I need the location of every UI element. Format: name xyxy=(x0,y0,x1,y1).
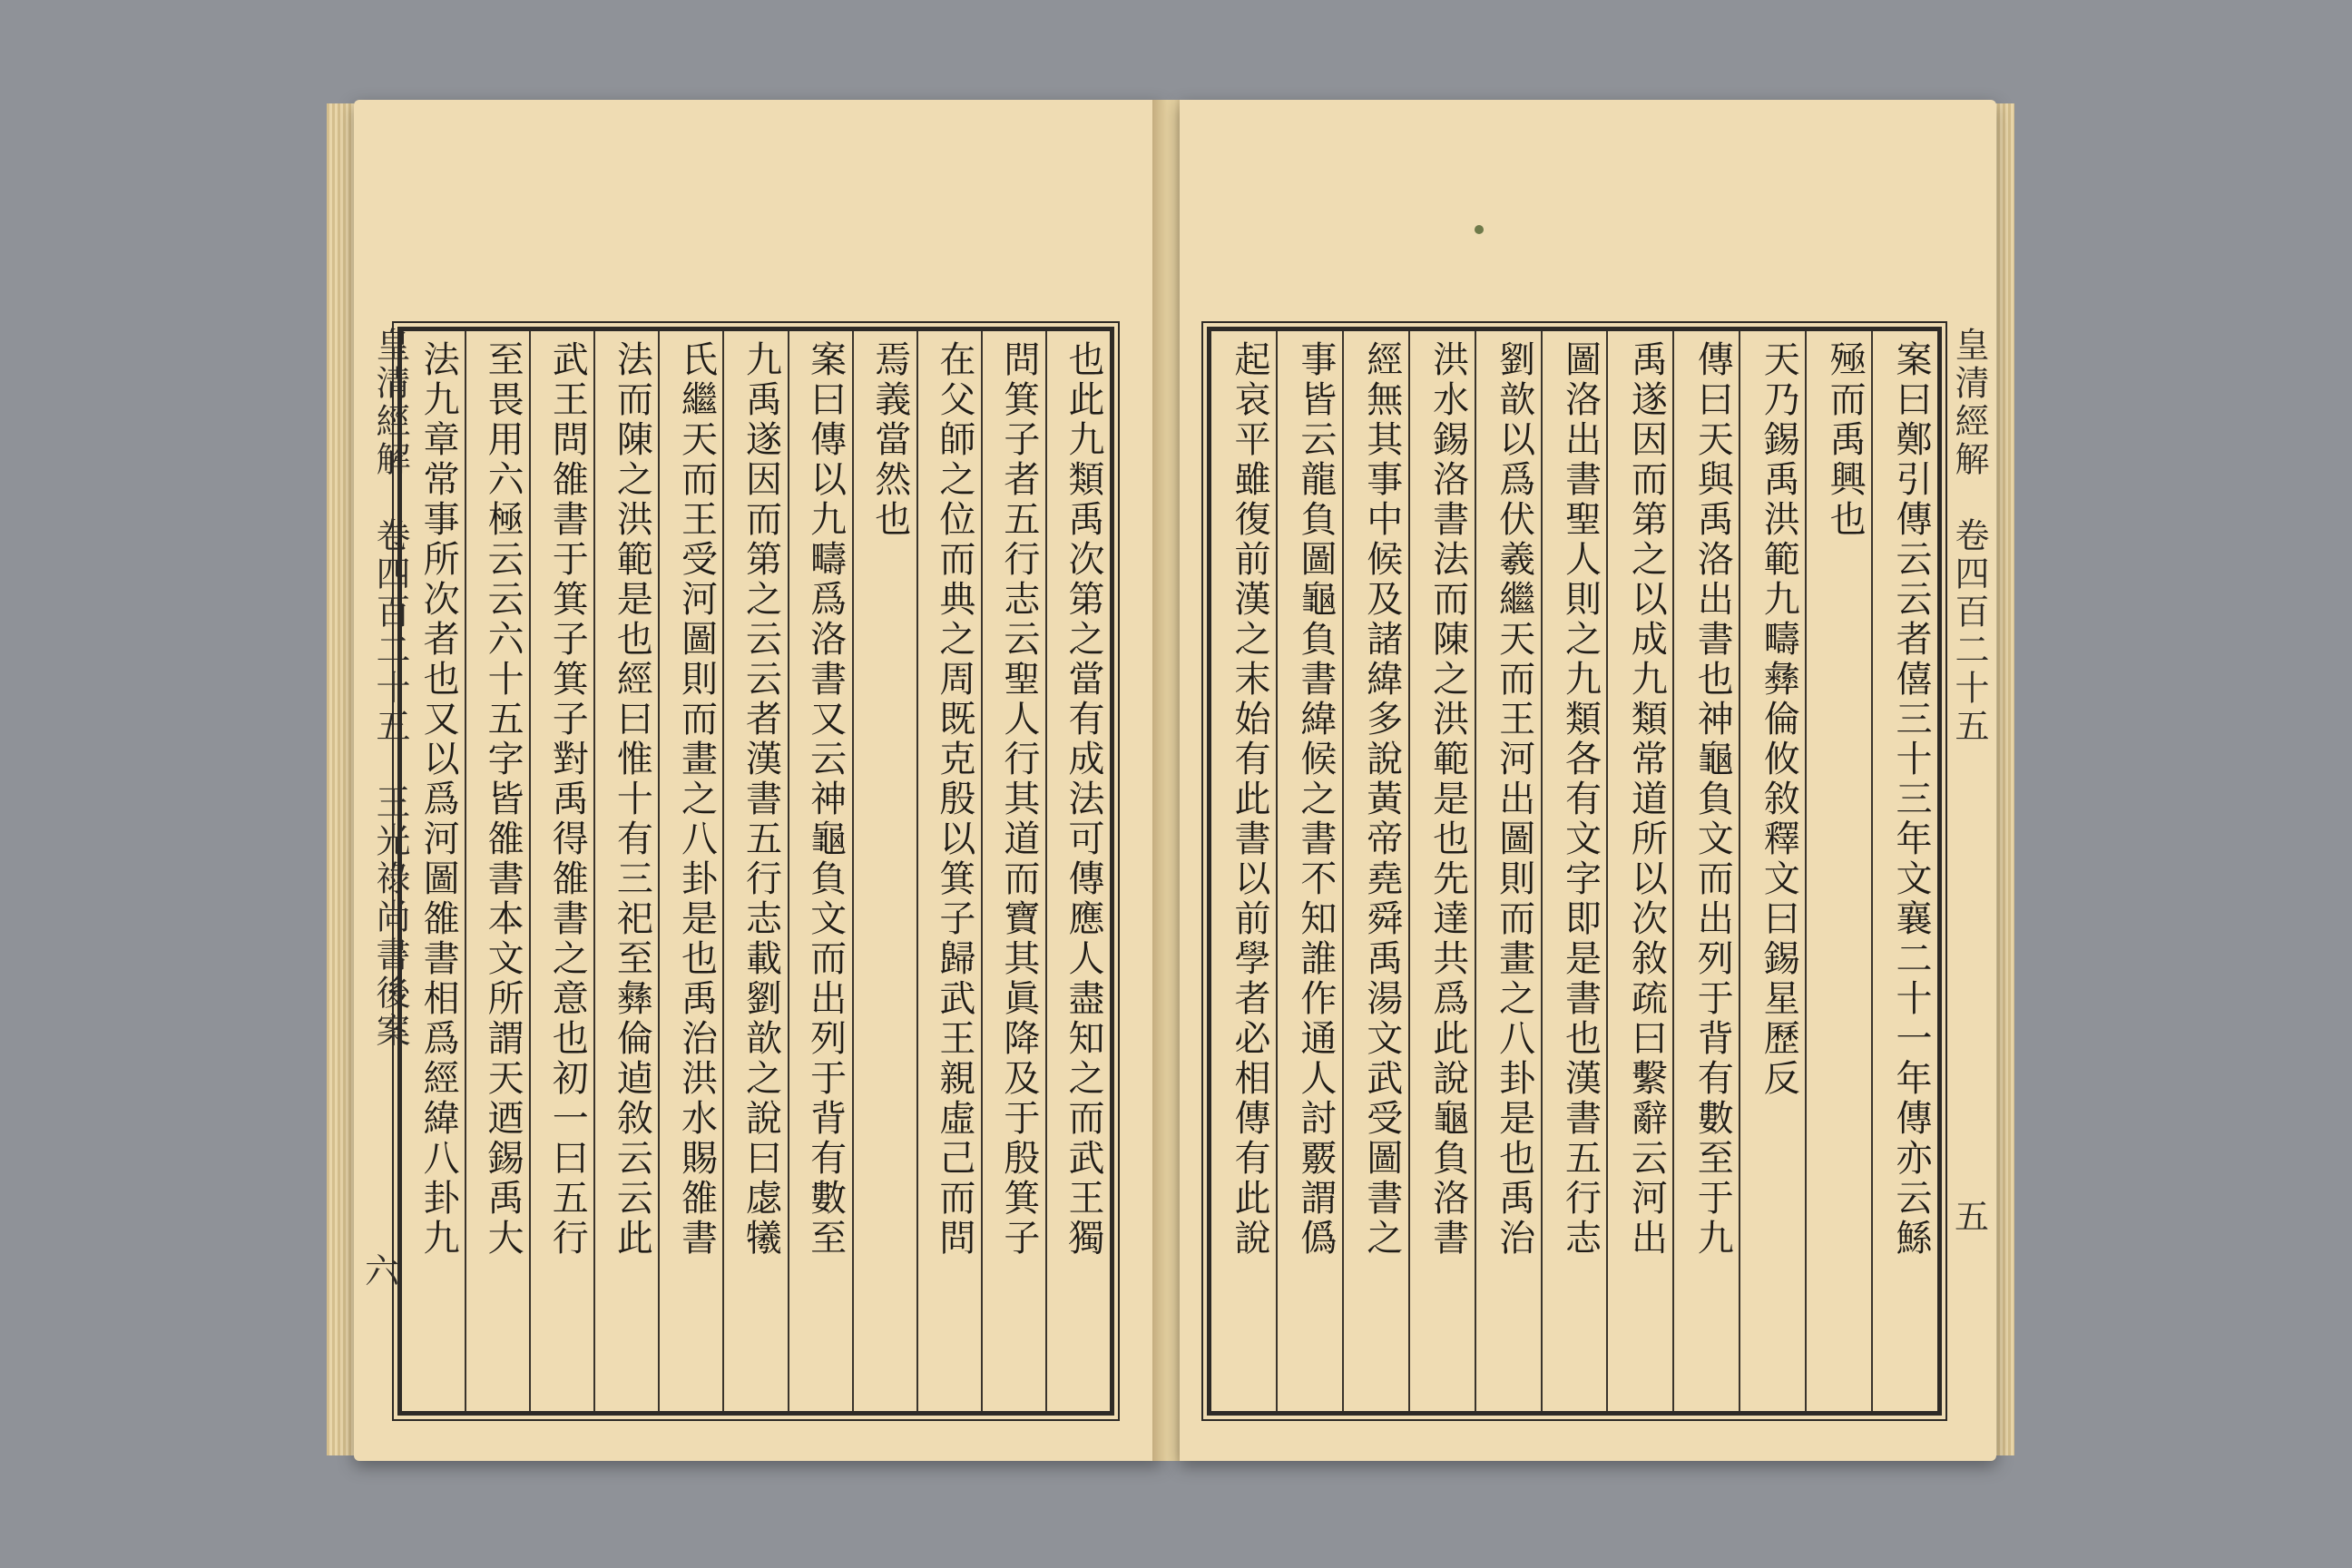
text-column: 法而陳之洪範是也經曰惟十有三祀至彝倫逌敘云云此 xyxy=(593,331,658,1411)
paper-speck xyxy=(1475,225,1484,234)
text-column: 禹遂因而第之以成九類常道所以次敘疏曰繫辭云河出 xyxy=(1606,331,1672,1411)
text-column: 經無其事中候及諸緯多說黃帝堯舜禹湯文武受圖書之 xyxy=(1342,331,1408,1411)
left-page xyxy=(354,100,1161,1461)
left-text-columns xyxy=(402,331,1110,1411)
text-column: 天乃錫禹洪範九疇彝倫攸敘釋文曰錫星歷反 xyxy=(1739,331,1805,1411)
right-text-frame xyxy=(1207,327,1942,1416)
text-column: 也此九類禹次第之當有成法可傳應人盡知之而武王獨 xyxy=(1045,331,1110,1411)
text-column: 至畏用六極云云六十五字皆雒書本文所謂天迺錫禹大 xyxy=(465,331,529,1411)
open-book xyxy=(327,91,2014,1470)
text-column: 殛而禹興也 xyxy=(1805,331,1871,1411)
text-column: 武王問雒書于箕子箕子對禹得雒書之意也初一曰五行 xyxy=(529,331,593,1411)
text-column: 法九章常事所次者也又以爲河圖雒書相爲經緯八卦九 xyxy=(417,340,460,1259)
left-text-frame xyxy=(397,327,1114,1416)
text-column: 事皆云龍負圖龜負書緯候之書不知誰作通人討覈謂僞 xyxy=(1276,331,1342,1411)
text-column: 九禹遂因而第之云云者漢書五行志載劉歆之說曰虙犧 xyxy=(722,331,787,1411)
text-column: 案曰傳以九疇爲洛書又云神龜負文而出列于背有數至 xyxy=(788,331,852,1411)
right-folio-number: 五 xyxy=(1954,1197,1989,1237)
right-margin-title: 皇清經解 卷四百二十五 xyxy=(1949,327,1989,746)
text-column: 問箕子者五行志云聖人行其道而寶其眞降及于殷箕子 xyxy=(981,331,1045,1411)
text-column: 焉義當然也 xyxy=(852,331,916,1411)
text-column: 洪水錫洛書法而陳之洪範是也先達共爲此說龜負洛書 xyxy=(1408,331,1475,1411)
right-page xyxy=(1180,100,1996,1461)
left-margin-title: 皇清經解 卷四百二十五 王光祿尚書後案 xyxy=(370,327,410,1051)
text-column: 傳曰天與禹洛出書也神龜負文而出列于背有數至于九 xyxy=(1672,331,1739,1411)
page-edges-left xyxy=(327,103,358,1455)
right-text-columns xyxy=(1211,331,1937,1411)
text-column: 劉歆以爲伏羲繼天而王河出圖則而畫之八卦是也禹治 xyxy=(1475,331,1541,1411)
left-folio-number: 六 xyxy=(365,1251,400,1291)
text-column: 在父師之位而典之周既克殷以箕子歸武王親虛己而問 xyxy=(916,331,981,1411)
text-column: 圖洛出書聖人則之九類各有文字即是書也漢書五行志 xyxy=(1541,331,1607,1411)
text-column: 起哀平雖復前漢之末始有此書以前學者必相傳有此說 xyxy=(1228,340,1270,1259)
text-column: 氏繼天而王受河圖則而畫之八卦是也禹治洪水賜雒書 xyxy=(658,331,722,1411)
text-column: 案曰鄭引傳云云者僖三十三年文襄二十一年傳亦云鯀 xyxy=(1871,331,1937,1411)
